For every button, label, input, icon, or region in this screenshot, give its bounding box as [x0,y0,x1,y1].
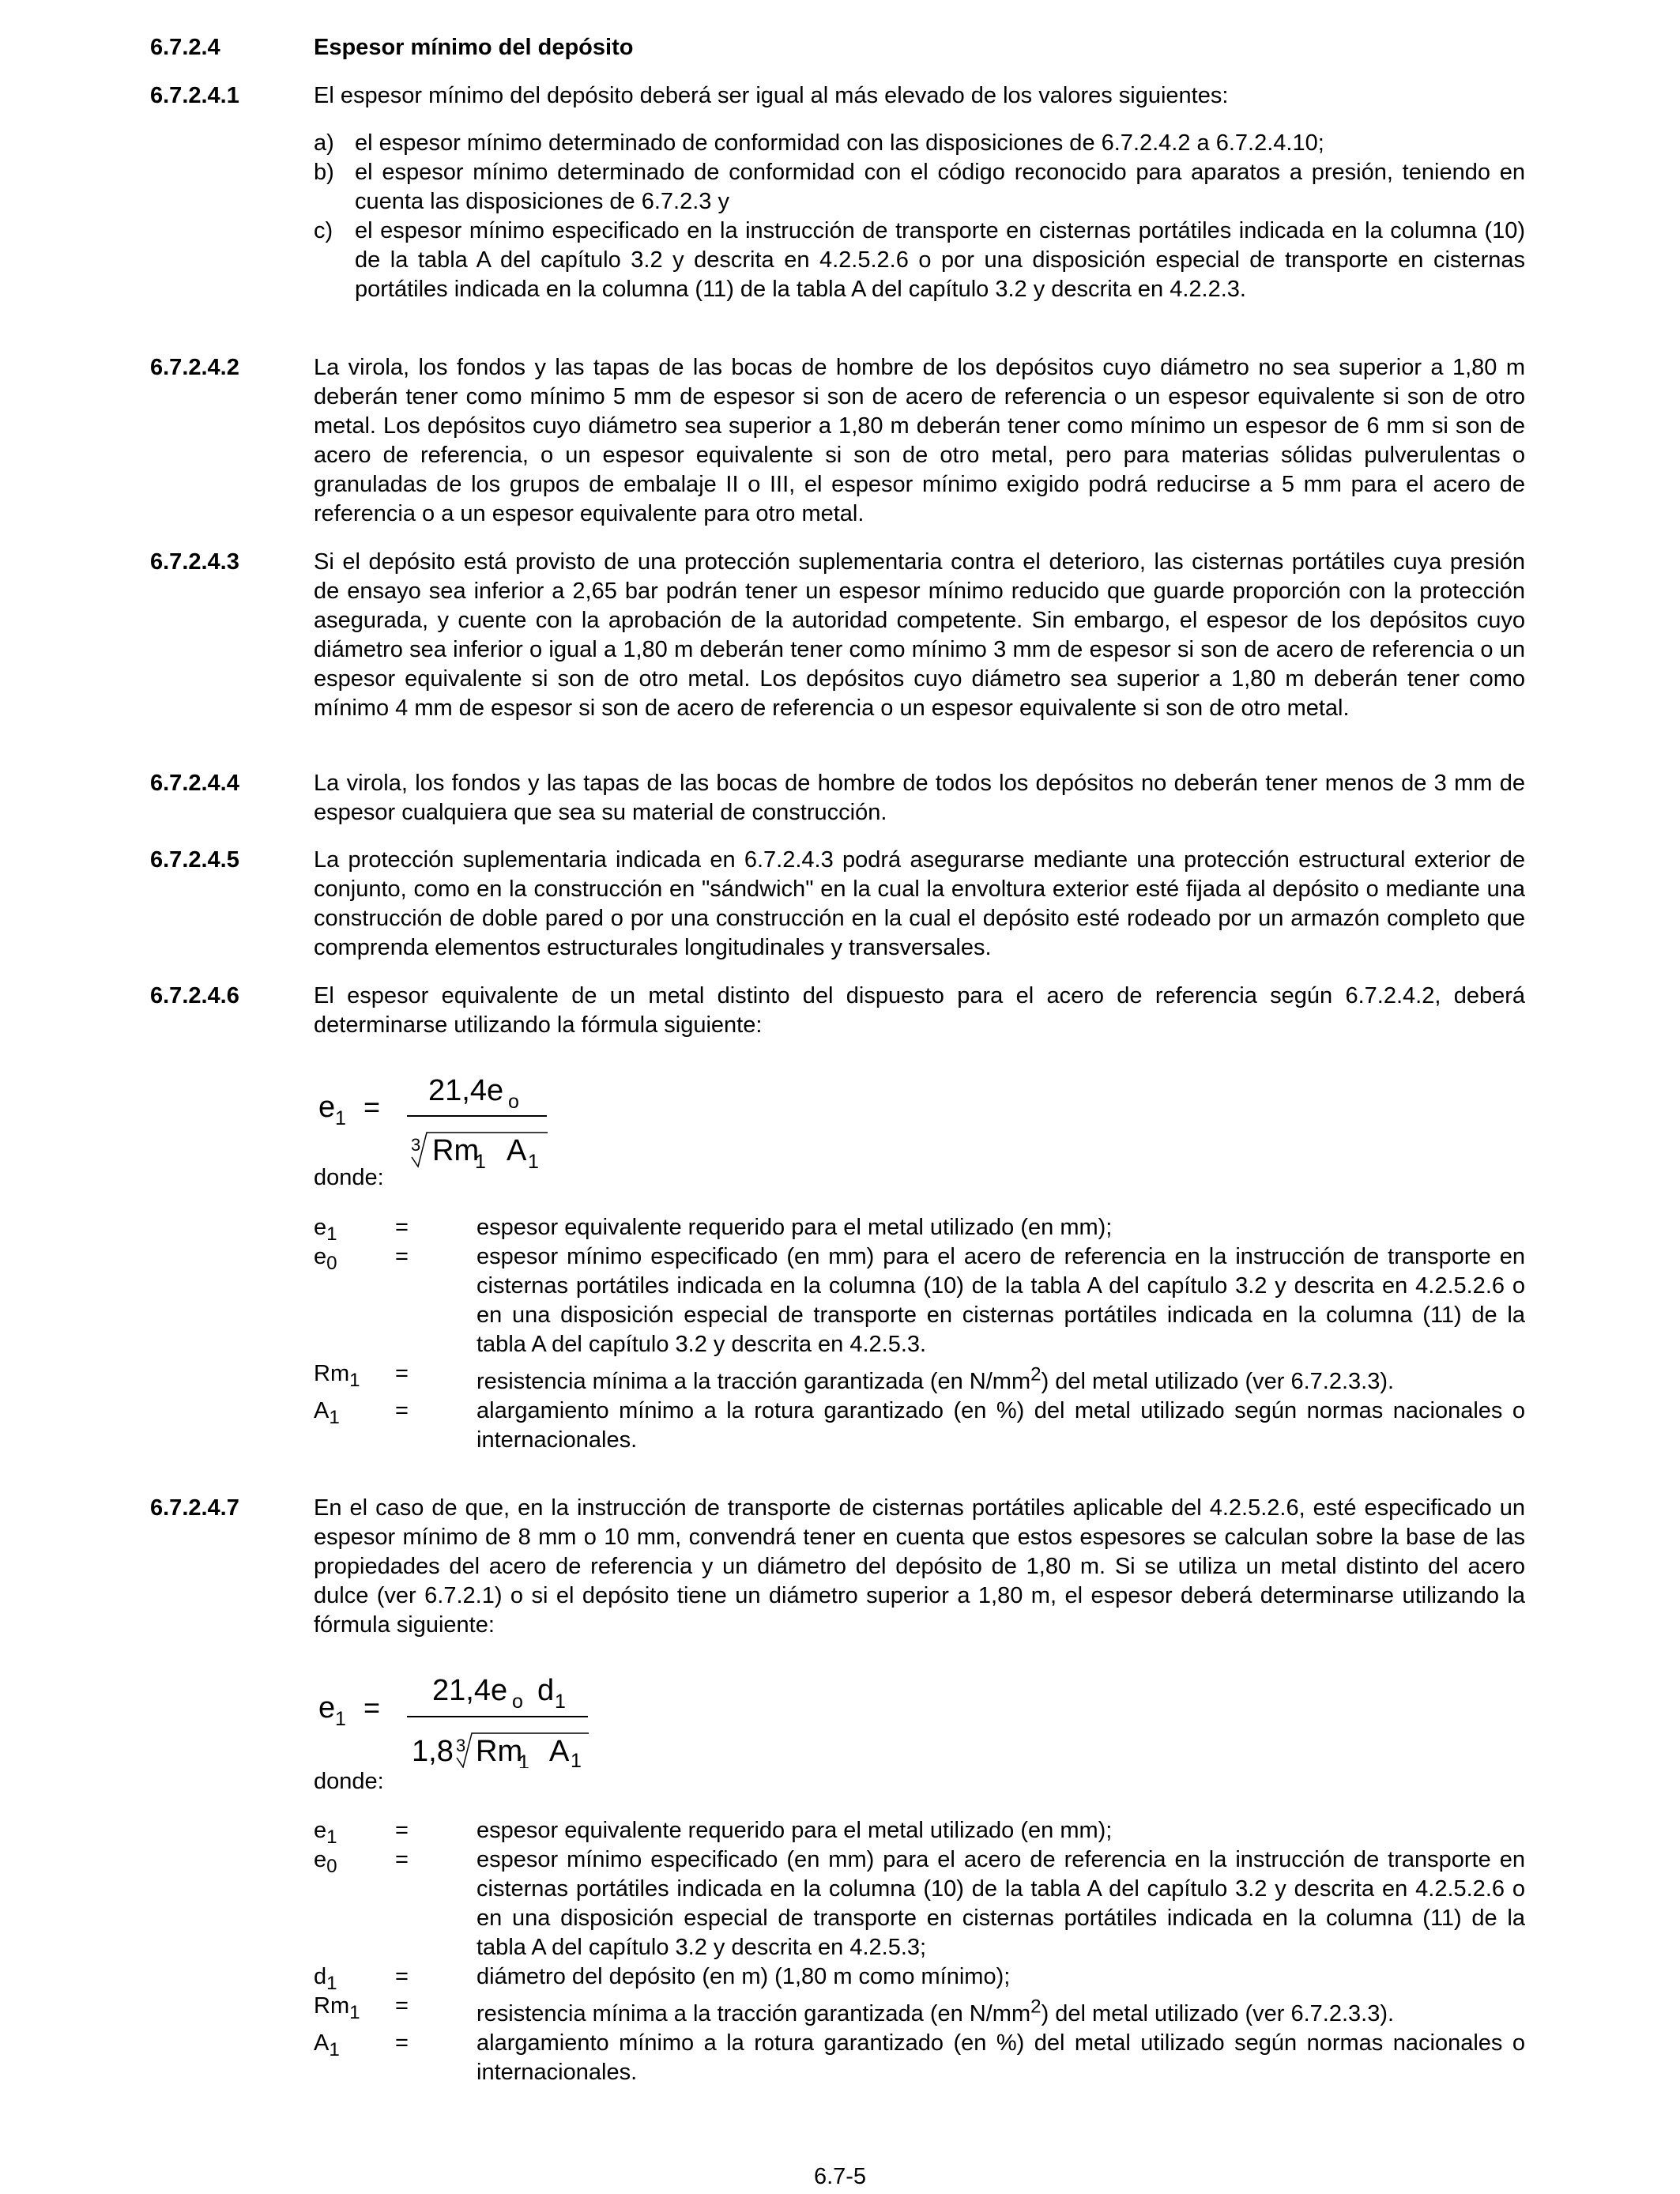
section-6-7-2-4-1 [150,81,1525,111]
section-title: Espesor mínimo del depósito [314,35,634,60]
paragraph: Si el depósito está provisto de una protección suplementaria contra el deterioro, las cisternas portátiles cuya presión de ensayo sea inferior a 2,65 bar podrán tener un espesor mínimo reducido que guarde proporción con la protección asegurada, y cuente con la aprobación de la autoridad competente. Sin embargo, el espesor de los depósitos cuyo diámetro sea inferior o igual a 1,80 m deberán tener como mínimo 3 mm de espesor si son de acero de referencia o un espesor equivalente si son de otro metal. Los depósitos cuyo diámetro sea superior a 1,80 m deberán tener como mínimo 4 mm de espesor si son de acero de referencia o un espesor equivalente si son de otro metal. [314,549,1525,721]
donde-label: donde: [314,1769,384,1794]
definition-text: espesor equivalente requerido para el metal utilizado (en mm); [477,1818,1113,1843]
definition-row [314,2029,1525,2087]
list-label: b) [314,160,334,185]
list-6-7-2-4-1 [150,129,1525,304]
definition-equals: = [395,1818,409,1843]
section-number: 6.7.2.4.7 [150,1495,239,1521]
definition-text: espesor equivalente requerido para el metal utilizado (en mm); [477,1215,1113,1240]
definition-row [314,1816,1525,1848]
definition-symbol: $d_1$ [314,1964,337,1994]
section-number: 6.7.2.4.5 [150,847,239,873]
list-label: a) [314,130,334,156]
definition-symbol: $Rm_1$ [314,1361,360,1391]
denominator-rm-sub: 1 [475,1151,486,1173]
section-number: 6.7.2.4.2 [150,355,239,380]
formula-equivalent-thickness [314,1072,567,1178]
definition-symbol: $e_1$ [314,1215,337,1245]
definition-equals: = [395,1993,409,2019]
section-number: 6.7.2.4.6 [150,983,239,1008]
paragraph: El espesor equivalente de un metal distinto del dispuesto para el acero de referencia según 6.7.2.4.2, deberá determinarse utilizando la fórmula siguiente: [314,983,1525,1038]
list-item [314,158,1525,217]
section-6-7-2-4-7 [150,1494,1525,1640]
definition-symbol: $e_0$ [314,1244,337,1274]
formula-thickness-diameter [314,1661,614,1768]
definition-text: resistencia mínima a la tracción garantizada (en $N/mm^2$) del metal utilizado (ver 6.7.2.3.3). [477,1363,1395,1394]
formula-numerator-sub: o [508,1091,519,1113]
denominator-rm: Rm [432,1134,480,1167]
definition-text: alargamiento mínimo a la rotura garantizado (en %) del metal utilizado según normas nacionales o internacionales. [477,1397,1525,1453]
formula-lhs: e [318,1091,336,1124]
section-6-7-2-4-5 [150,846,1525,963]
paragraph: En el caso de que, en la instrucción de transporte de cisternas portátiles aplicable del 4.2.5.2.6, esté especificado un espesor mínimo de 8 mm o 10 mm, convendrá tener en cuenta que estos espesores se calculan sobre la base de las propiedades del acero de referencia y un diámetro del depósito de 1,80 m. Si se utiliza un metal distinto del acero dulce (ver 6.7.2.1) o si el depósito tiene un diámetro superior a 1,80 m, el espesor deberá determinarse utilizando la fórmula siguiente: [314,1495,1525,1638]
section-6-7-2-4-6 [150,982,1525,1040]
denominator-a: A [507,1134,527,1167]
paragraph: El espesor mínimo del depósito deberá ser igual al más elevado de los valores siguientes: [314,83,1229,108]
definitions-6-7-2-4-6 [150,1213,1525,1455]
denominator-coefficient: 1,8 [412,1735,454,1768]
donde-label: donde: [314,1165,384,1190]
definition-row [314,1213,1525,1245]
root-index: 3 [411,1135,421,1155]
paragraph: La virola, los fondos y las tapas de las bocas de hombre de los depósitos cuyo diámetro no sea superior a 1,80 m deberán tener como mínimo 5 mm de espesor si son de acero de referencia o un espesor equivalente si son de otro metal. Los depósitos cuyo diámetro sea superior a 1,80 m deberán tener como mínimo un espesor de 6 mm si son de acero de referencia, o un espesor equivalente si son de otro metal, pero para materias sólidas pulverulentas o granuladas de los grupos de embalaje II o III, el espesor mínimo exigido podrá reducirse a 5 mm para el acero de referencia o a un espesor equivalente para otro metal. [314,355,1525,526]
definition-text: espesor mínimo especificado (en mm) para el acero de referencia en la instrucción de transporte en cisternas portátiles indicada en la columna (10) de la tabla A del capítulo 3.2 y descrita en 4.2.5.2.6 o en una disposición especial de transporte en cisternas portátiles indicada en la columna (11) de la tabla A del capítulo 3.2 y descrita en 4.2.5.3; [477,1847,1525,1960]
definition-equals: = [395,1244,409,1269]
definition-equals: = [395,1847,409,1872]
section-6-7-2-4 [150,33,1525,62]
definition-equals: = [395,2030,409,2056]
definition-row [314,1397,1525,1455]
definition-symbol: $e_0$ [314,1847,337,1877]
section-number: 6.7.2.4.1 [150,83,239,108]
formula-equals: = [363,1091,381,1123]
list-item [314,129,1525,158]
definition-symbol: $A_1$ [314,2030,340,2060]
paragraph: La protección suplementaria indicada en 6.7.2.4.3 podrá asegurarse mediante una protección estructural exterior de conjunto, como en la construcción en "sándwich" en la cual la envoltura exterior esté fijada al depósito o mediante una construcción de doble pared o por una construcción en la cual el depósito esté rodeado por un armazón completo que comprenda elementos estructurales longitudinales y transversales. [314,847,1525,960]
denominator-a-sub: 1 [528,1151,539,1173]
formula-lhs-sub: 1 [335,1107,346,1129]
formula-numerator-d: d [537,1674,555,1707]
definition-row [314,1962,1525,1992]
denominator-rm: Rm [476,1735,523,1768]
list-text: el espesor mínimo especificado en la instrucción de transporte en cisternas portátiles indicada en la columna (10) de la tabla A del capítulo 3.2 y descrita en 4.2.5.2.6 o por una disposición especial de transporte en cisternas portátiles indicada en la columna (11) de la tabla A del capítulo 3.2 y descrita en 4.2.2.3. [355,218,1525,302]
root-index: 3 [456,1736,466,1755]
definition-equals: = [395,1361,409,1386]
paragraph: La virola, los fondos y las tapas de las bocas de hombre de todos los depósitos no deberán tener menos de 3 mm de espesor cualquiera que sea su material de construcción. [314,771,1525,825]
formula-numerator-sub: o [512,1691,523,1713]
definition-symbol: $A_1$ [314,1397,340,1428]
denominator-a: A [549,1735,570,1768]
list-label: c) [314,218,333,243]
section-6-7-2-4-2 [150,353,1525,529]
section-number: 6.7.2.4.4 [150,771,239,796]
formula-numerator-d-sub: 1 [555,1691,566,1713]
page-number: 6.7-5 [813,2164,867,2189]
definition-row [314,1845,1525,1962]
list-text: el espesor mínimo determinado de conformidad con las disposiciones de 6.7.2.4.2 a 6.7.2.4.10; [355,130,1324,156]
definition-text: resistencia mínima a la tracción garantizada (en $N/mm^2$) del metal utilizado (ver 6.7.2.3.3). [477,1996,1395,2026]
section-6-7-2-4-3 [150,548,1525,723]
definition-row [314,1359,1525,1397]
list-item [314,217,1525,304]
formula-lhs: e [318,1691,336,1725]
section-number: 6.7.2.4.3 [150,549,239,575]
denominator-a-sub: 1 [571,1750,582,1768]
definition-row [314,1992,1525,2029]
denominator-rm-sub: 1 [518,1751,529,1768]
definition-symbol: $e_1$ [314,1818,337,1848]
section-6-7-2-4-4 [150,769,1525,827]
formula-lhs-sub: 1 [335,1708,346,1730]
definition-equals: = [395,1964,409,1989]
formula-numerator: 21,4e [428,1074,504,1107]
formula-numerator: 21,4e [432,1674,508,1707]
definition-equals: = [395,1215,409,1240]
definition-equals: = [395,1397,409,1423]
definition-text: espesor mínimo especificado (en mm) para el acero de referencia en la instrucción de transporte en cisternas portátiles indicada en la columna (10) de la tabla A del capítulo 3.2 y descrita en 4.2.5.2.6 o en una disposición especial de transporte en cisternas portátiles indicada en la columna (11) de la tabla A del capítulo 3.2 y descrita en 4.2.5.3. [477,1244,1525,1357]
definition-text: alargamiento mínimo a la rotura garantizado (en %) del metal utilizado según normas nacionales o internacionales. [477,2030,1525,2085]
section-number: 6.7.2.4 [150,35,220,60]
definition-symbol: $Rm_1$ [314,1993,360,2023]
definition-row [314,1242,1525,1359]
definition-text: diámetro del depósito (en m) (1,80 m como mínimo); [477,1964,1011,1989]
definitions-6-7-2-4-7 [150,1816,1525,2087]
formula-equals: = [363,1691,381,1724]
list-text: el espesor mínimo determinado de conformidad con el código reconocido para aparatos a presión, teniendo en cuenta las disposiciones de 6.7.2.3 y [355,160,1525,214]
